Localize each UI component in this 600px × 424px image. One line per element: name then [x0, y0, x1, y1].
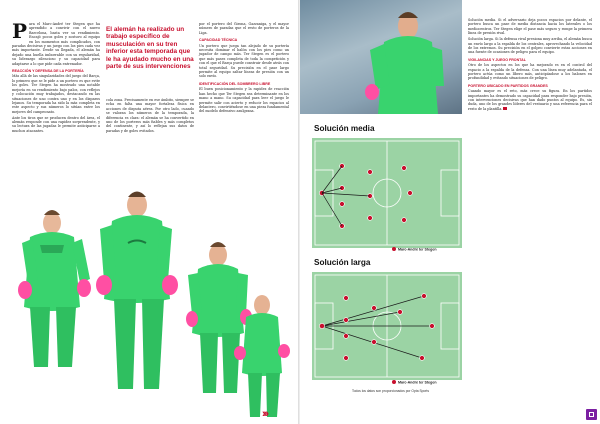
subheading-reaccion: REACCIÓN Y DEFENSA DE LA PORTERÍA	[12, 69, 84, 74]
magazine-logo-icon	[586, 409, 597, 420]
body-paragraph: Cuando mayor es el reto, más crece su figura. En los partidos importantes ha demostrado su capacidad para responder bajo presión, con intervenciones decisivas que han dado puntos al equipo. Es, sin duda, uno de los grandes líderes del vestuario y una referencia para el resto de la plantilla.	[468, 89, 592, 112]
intro-paragraph: Para el Marc-André ter Stegen que ha aprendido a convivir con el nuevo Barcelona, basta ver su rendimiento. Encajó pocos goles y sostuvo al equipo en los momentos más complicados, con paradas decisivas y un juego con los pies cada vez más importante. Desde su llegada, el alemán ha dejado una huella imborrable con su regularidad, su liderazgo silencioso y su capacidad para adaptarse a lo que pide cada entrenador.	[12, 19, 100, 66]
solucion-larga-title: Solución larga	[314, 258, 371, 267]
body-paragraph: Un portero que juega tan alejado de su portería necesita dominar el balón con los pies como un jugador de campo más. Ter Stegen es el portero que más pases completa de toda la competición y con el que el Barça puede construir desde atrás con total seguridad. Su precisión en el pase largo permite al equipo saltar líneas de presión con un solo envío.	[199, 43, 289, 79]
end-mark-icon	[503, 107, 507, 111]
legend-dot-icon	[392, 380, 396, 384]
goalkeeper-figure	[186, 242, 252, 393]
legend-media: Marc-André ter Stegen	[392, 247, 437, 251]
left-column-1	[12, 19, 100, 135]
drop-cap: P	[12, 19, 28, 43]
pull-quote: El alemán ha realizado un trabajo específico de musculación en su tren inferior esta temporada que le ha ayudado mucho en una parte de sus intervenciones	[106, 26, 194, 71]
right-column	[468, 18, 592, 113]
left-column-2	[106, 98, 194, 135]
legend-dot-icon	[392, 247, 396, 251]
subheading-capacidad: CAPACIDAD TÉCNICA	[199, 38, 238, 43]
source-note: Todos los datos son proporcionados por Opta Sports	[352, 389, 429, 393]
body-paragraph: Solución larga. Si la defensa rival presiona muy arriba, el alemán busca un envío largo a la espalda de los centrales, aprovechando la velocidad de los extremos. Su precisión en el golpeo convierte estas acciones en una fuente de ocasiones de peligro para el equipo.	[468, 37, 592, 55]
pitch-solucion-media	[312, 138, 462, 248]
goalkeeper-photo	[300, 0, 462, 114]
subheading-identificacion: IDENTIFICACIÓN DEL SOMBRERO LIBRE	[199, 81, 271, 86]
body-paragraph: Más allá de las singularidades del juego del Barça, lo primero que se le pide a un portero es que evite los goles. Ter Stegen ha mostrado una notable mejoría en su rendimiento bajo palos, con reflejos y colocación muy trabajados, destacando en las situaciones de uno contra uno y en los disparos lejanos. Su temporada ha sido la más completa en este aspecto y sus números lo sitúan entre los mejores del campeonato.	[12, 74, 100, 114]
right-page	[300, 0, 600, 424]
goalkeeper-portrait	[300, 0, 462, 114]
arrow-chevrons-icon: ›››	[262, 408, 267, 420]
solucion-media-title: Solución media	[314, 124, 375, 133]
body-paragraph: Solución media. Si el adversario deja pocos espacios por delante, el portero busca un pase de media distancia hacia los laterales o los mediocentros. Ter Stegen elige el pase más seguro y rompe la primera línea de presión rival.	[468, 18, 592, 36]
left-column-3	[199, 22, 289, 115]
pitch-solucion-larga	[312, 272, 462, 380]
body-paragraph: por el portero del Girona, Gazzaniga, y el mayor número de paradas que el resto de porteros de la Liga.	[199, 22, 289, 35]
body-paragraph: cola zona. Precisamente en ese ámbito, siempre se echa en falta una mayor fortaleza física en acciones de disputa aérea. Por otro lado, cuando se valoran los números de la temporada, la diferencia es clara: el alemán se ha convertido en uno de los porteros más fiables y más completos del continente, y así lo reflejan sus datos de paradas y de goles evitados.	[106, 98, 194, 133]
goalkeeper-figure	[18, 210, 91, 367]
body-paragraph: El buen posicionamiento y la rapidez de reacción han hecho que Ter Stegen sea determinante en los mano a mano. Su capacidad para leer el juego le permite salir con acierto y reducir los espacios al delantero, convirtiéndose en una pieza fundamental del modelo defensivo azulgrana.	[199, 87, 289, 114]
subheading-vigilancias: VIGILANCIAS Y JUEGO FRONTAL	[468, 57, 526, 62]
goalkeeper-figure	[96, 192, 178, 390]
subheading-portero: PORTERO UBICADO EN PARTIDOS GRANDES	[468, 83, 548, 88]
body-paragraph: Ante los tiros que se producen dentro del área, el alemán responde con una rapidez sorprendente, y su lectura de las jugadas le permite anticiparse a muchos atacantes.	[12, 115, 100, 133]
body-paragraph: Otro de los aspectos en los que ha mejorado es en el control del espacio a la espalda de la defensa. Con una línea muy adelantada, el portero actúa como un líbero más, anticipándose a los balones en profundidad y evitando situaciones de peligro.	[468, 63, 592, 81]
goalkeeper-photos	[0, 185, 300, 424]
legend-larga: Marc-André ter Stegen	[392, 380, 437, 384]
